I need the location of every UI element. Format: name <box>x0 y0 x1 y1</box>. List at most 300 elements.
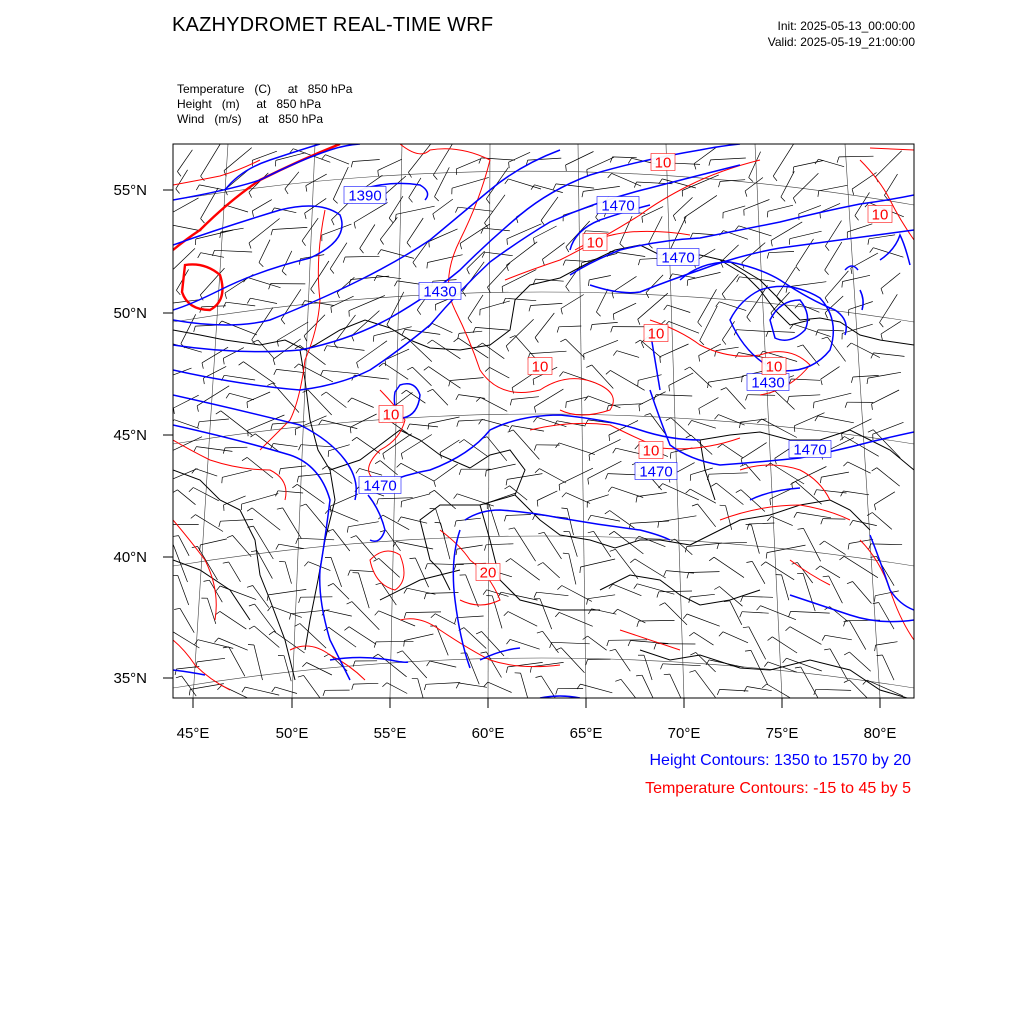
wind-barb-flag <box>427 340 432 344</box>
wind-barb-flag <box>323 690 325 696</box>
wind-barb-flag <box>273 359 275 365</box>
wind-barb-flag <box>555 612 559 617</box>
wind-barb-flag <box>562 493 566 498</box>
wind-barb-flag <box>736 490 741 493</box>
lon-label-65: 65°E <box>569 725 603 742</box>
wind-barb-flag <box>634 584 637 589</box>
wind-barb-flag <box>638 319 640 325</box>
wind-barb-flag <box>689 670 695 672</box>
wind-barb <box>566 152 594 166</box>
wind-barb <box>489 504 499 536</box>
wind-barb-flag <box>166 631 171 635</box>
wind-barb-flag <box>457 421 459 427</box>
wind-barb <box>616 549 639 579</box>
wind-barb-flag <box>867 378 868 384</box>
wind-barb-flag <box>347 527 348 533</box>
variable-wind: Wind (m/s) at 850 hPa <box>177 112 324 126</box>
wind-barb-flag <box>222 477 223 483</box>
wind-barb <box>716 483 743 505</box>
wind-barb-flag <box>610 649 616 651</box>
wind-barb <box>330 243 347 269</box>
wind-barb-flag <box>483 590 487 595</box>
wind-barb-flag <box>533 379 534 385</box>
wind-barb-flag <box>505 486 510 489</box>
wind-barb-flag <box>486 199 490 204</box>
wind-barb-flag <box>299 259 300 265</box>
wind-barb <box>505 298 536 300</box>
wind-barb-flag <box>608 487 612 492</box>
wind-barb <box>797 512 831 517</box>
wind-barb-flag <box>189 488 193 492</box>
wind-barb-flag <box>813 402 814 408</box>
wind-barb-flag <box>360 248 364 253</box>
wind-barb-flag <box>344 627 349 631</box>
wind-barb <box>327 346 365 351</box>
wind-barb-flag <box>397 651 403 653</box>
wind-barb-flag <box>659 603 664 606</box>
wind-barb <box>429 229 458 242</box>
wind-barb <box>790 627 822 645</box>
wind-barb <box>514 528 535 561</box>
wind-barb <box>592 609 617 614</box>
wind-barb <box>637 493 667 497</box>
wind-barb <box>331 557 342 587</box>
height-contour-label-5 <box>747 374 789 392</box>
wind-barb-flag <box>786 287 787 293</box>
wind-barb <box>684 195 717 217</box>
wind-barb-flag <box>198 253 201 258</box>
wind-barb-flag <box>428 424 429 430</box>
wind-barb-flag <box>410 558 416 559</box>
wind-barb <box>177 150 192 172</box>
wind-barb-flag <box>634 182 636 188</box>
wind-barb <box>507 242 538 265</box>
wind-barb <box>378 654 406 677</box>
wind-barb <box>300 624 326 649</box>
wind-barb-flag <box>851 268 852 274</box>
variable-temperature: Temperature (C) at 850 hPa <box>177 82 353 96</box>
wind-barb <box>561 648 584 673</box>
wind-barb <box>816 689 851 690</box>
wind-barb <box>781 171 794 197</box>
wind-barb <box>459 331 482 333</box>
wind-barb-flag <box>204 580 210 581</box>
wind-barb-flag <box>743 627 749 628</box>
wind-barb <box>608 404 642 406</box>
wind-barb <box>722 321 734 340</box>
wind-barb <box>433 142 453 175</box>
wind-barb-flag <box>508 430 514 432</box>
wind-barb-flag <box>664 674 670 675</box>
wind-barb <box>450 378 483 381</box>
wind-barb <box>429 367 461 389</box>
wind-barb-flag <box>837 157 839 163</box>
wind-barb <box>435 167 450 196</box>
wind-barb <box>588 396 620 408</box>
wind-barb <box>311 261 329 289</box>
wind-barb-flag <box>637 621 639 627</box>
wind-barb-flag <box>159 223 162 228</box>
wind-barb-flag <box>332 220 335 225</box>
wind-barb-flag <box>324 346 327 351</box>
wind-barb <box>323 370 359 374</box>
wind-barb <box>790 231 822 239</box>
wind-barb <box>567 509 573 535</box>
temperature-contour-label-8 <box>476 564 500 582</box>
wind-barb <box>749 152 761 178</box>
wind-barb <box>799 304 820 313</box>
wind-barb-flag <box>658 522 659 528</box>
wind-barb-flag <box>463 291 466 296</box>
wind-barb-flag <box>794 512 797 517</box>
wind-barb <box>255 434 280 453</box>
wind-barb-flag <box>775 458 777 464</box>
wind-barb-flag <box>306 186 307 192</box>
wind-barb-flag <box>659 484 663 488</box>
wind-barb <box>458 338 488 358</box>
wind-barb <box>224 375 255 380</box>
wind-barb-flag <box>459 440 464 444</box>
wind-barb-flag <box>687 573 689 579</box>
wind-barb <box>539 469 566 483</box>
wind-barb <box>694 632 714 645</box>
wind-barb-flag <box>319 420 322 425</box>
wind-barb-flag <box>660 357 661 363</box>
wind-barb-flag <box>431 614 435 618</box>
wind-barb <box>299 473 332 476</box>
wind-barb <box>540 599 552 629</box>
svg-text:1430: 1430 <box>423 283 457 301</box>
lon-label-60: 60°E <box>471 725 505 742</box>
wind-barb <box>587 495 609 502</box>
svg-text:10: 10 <box>871 206 889 224</box>
wind-barb-flag <box>394 281 397 286</box>
wind-barb <box>849 621 865 650</box>
wind-barb <box>378 159 402 170</box>
wind-barb-flag <box>534 592 537 598</box>
wind-barb-flag <box>766 331 768 337</box>
wind-barb <box>829 576 843 603</box>
wind-barb <box>640 340 661 357</box>
wind-barb <box>775 391 795 410</box>
wind-barb <box>508 179 541 189</box>
wind-barb <box>823 519 846 520</box>
wind-barb-flag <box>225 293 227 299</box>
wind-barb <box>273 444 297 447</box>
wind-barb <box>413 367 432 386</box>
svg-text:1470: 1470 <box>601 197 635 215</box>
wind-barb <box>298 538 334 540</box>
wind-barb-flag <box>535 469 539 473</box>
wind-barb-flag <box>688 420 692 425</box>
wind-barb <box>566 397 588 402</box>
wind-barb <box>874 353 905 357</box>
wind-barb <box>588 461 622 478</box>
wind-barb-flag <box>401 454 402 460</box>
wind-barb-flag <box>880 323 884 328</box>
wind-barb-flag <box>538 532 544 534</box>
wind-barb <box>220 520 253 522</box>
wind-barb-flag <box>378 170 379 176</box>
variable-height: Height (m) at 850 hPa <box>177 97 322 111</box>
svg-text:1470: 1470 <box>639 463 673 481</box>
wind-barb <box>542 243 564 260</box>
wind-barb-flag <box>375 461 380 464</box>
wind-barb-flag <box>352 336 354 342</box>
wind-barb <box>350 414 376 427</box>
wind-barb-flag <box>642 217 643 223</box>
wind-barb <box>718 415 744 426</box>
svg-text:1390: 1390 <box>348 187 382 205</box>
wind-barb-flag <box>216 586 220 591</box>
wind-barb <box>278 491 303 493</box>
wind-barb <box>762 419 797 438</box>
wind-barb-flag <box>351 162 353 168</box>
height-contour-label-7 <box>789 441 831 459</box>
wind-barb-flag <box>247 508 252 511</box>
wind-barb-flag <box>722 294 725 299</box>
wind-barb-flag <box>843 462 847 466</box>
wind-barb-flag <box>285 189 288 194</box>
wind-barb <box>665 603 687 625</box>
wind-barb-flag <box>868 239 869 245</box>
height-contour-label-2 <box>597 197 639 215</box>
wind-barb <box>326 392 346 408</box>
wind-barb <box>521 673 528 699</box>
wind-barb <box>696 652 716 672</box>
wind-barb <box>737 330 771 332</box>
wind-barb-flag <box>380 240 383 245</box>
wind-barb-flag <box>786 627 790 631</box>
wind-barb-flag <box>506 559 511 562</box>
wind-barb-flag <box>510 399 511 405</box>
wind-barb-flag <box>507 239 508 245</box>
wind-barb <box>487 263 510 287</box>
wind-barb <box>376 641 414 642</box>
wind-barb-flag <box>300 504 306 506</box>
wind-barb-flag <box>299 445 301 451</box>
wind-barb-flag <box>716 302 720 307</box>
wind-barb-flag <box>536 676 542 678</box>
wind-barb <box>512 397 539 400</box>
wind-barb <box>426 683 460 685</box>
wind-barb <box>279 544 304 548</box>
wind-barb-flag <box>816 330 818 336</box>
wind-barb-flag <box>645 414 651 416</box>
wind-barb <box>671 418 691 436</box>
lat-label-55: 55°N <box>113 182 147 199</box>
wind-barb <box>378 498 412 499</box>
wind-barb-flag <box>699 409 700 415</box>
wind-barb <box>825 271 848 298</box>
wind-barb-flag <box>289 614 290 620</box>
wind-barb-flag <box>613 351 617 356</box>
wind-barb-flag <box>455 207 458 212</box>
wind-barb <box>407 218 423 243</box>
wind-barb <box>329 509 358 521</box>
wind-barb <box>374 327 412 336</box>
wind-barb-flag <box>302 241 306 246</box>
wind-barb-flag <box>322 466 327 470</box>
wind-barb <box>488 682 512 692</box>
wind-barb <box>348 522 378 527</box>
wind-barb-flag <box>687 280 688 286</box>
wind-barb <box>483 228 510 231</box>
wind-barb <box>552 642 590 644</box>
wind-barb-flag <box>376 583 382 585</box>
wind-barb-flag <box>628 641 630 647</box>
latitude-axis <box>163 190 173 678</box>
wind-barb-flag <box>277 508 283 509</box>
svg-text:1470: 1470 <box>363 477 397 495</box>
wind-barb-flag <box>587 599 588 605</box>
wind-barb-flag <box>378 250 381 255</box>
wind-barb-flag <box>455 618 457 624</box>
wind-barb-flag <box>404 613 406 619</box>
wind-barb-flag <box>404 588 407 593</box>
wind-barb-flag <box>505 179 509 184</box>
wind-barb-flag <box>764 662 768 667</box>
wind-barb <box>825 242 842 270</box>
svg-text:10: 10 <box>382 406 400 424</box>
wind-barb <box>254 645 263 680</box>
wind-barb-flag <box>176 290 180 295</box>
wind-barb-flag <box>163 304 164 310</box>
wind-barb <box>170 248 195 272</box>
wind-barb-flag <box>454 338 459 342</box>
wind-barb-flag <box>276 544 279 549</box>
wind-barb <box>847 224 872 232</box>
wind-barb <box>868 372 901 378</box>
lon-label-75: 75°E <box>765 725 799 742</box>
wind-barb <box>434 490 455 509</box>
wind-barb <box>796 239 814 266</box>
wind-barb-flag <box>269 631 274 635</box>
wind-barb <box>349 627 376 645</box>
wind-barb-flag <box>852 189 854 195</box>
wind-barb <box>247 277 281 287</box>
wind-barb-flag <box>348 398 352 402</box>
wind-barb-flag <box>787 396 789 402</box>
wind-barb-flag <box>398 517 401 522</box>
wind-barb <box>406 612 441 613</box>
wind-barb <box>297 484 324 503</box>
wind-barb-flag <box>613 314 614 320</box>
wind-barb-flag <box>456 395 459 400</box>
wind-barb <box>273 227 308 229</box>
svg-text:10: 10 <box>531 358 549 376</box>
wind-barb-flag <box>223 448 225 454</box>
wind-barb-flag <box>503 298 505 304</box>
wind-barb <box>196 447 232 452</box>
wind-barb-flag <box>407 367 412 370</box>
wind-barb-flag <box>174 608 180 609</box>
wind-barb <box>673 197 692 215</box>
wind-barb <box>689 572 720 573</box>
wind-barb <box>723 206 745 213</box>
wind-barb-flag <box>249 604 255 606</box>
wind-barb <box>243 362 275 384</box>
wind-barb-flag <box>690 652 695 655</box>
wind-barb <box>508 612 537 627</box>
wind-barb <box>743 596 773 597</box>
wind-barb-flag <box>749 178 753 182</box>
wind-barb <box>787 282 826 287</box>
wind-barb <box>849 652 870 671</box>
wind-barb-flag <box>201 219 205 224</box>
wind-barb <box>257 551 273 579</box>
wind-barb <box>430 661 456 667</box>
wind-barb <box>487 493 516 503</box>
wind-barb-flag <box>530 667 531 673</box>
wind-barb-flag <box>586 365 592 367</box>
wind-barb <box>613 157 637 158</box>
wind-barb <box>881 273 900 289</box>
wind-barb-flag <box>630 559 635 563</box>
wind-barb-flag <box>242 687 245 692</box>
wind-barb <box>511 559 540 581</box>
wind-barb <box>819 185 848 191</box>
wind-barb-flag <box>636 675 642 676</box>
wind-barb-flag <box>409 198 413 203</box>
wind-barb-flag <box>648 244 652 248</box>
wind-barb <box>464 440 487 457</box>
wind-barb-flag <box>855 216 859 221</box>
valid-time: Valid: 2025-05-19_21:00:00 <box>767 35 915 49</box>
lon-label-45: 45°E <box>176 725 210 742</box>
wind-barb-flag <box>596 312 600 316</box>
wind-barb <box>275 687 297 693</box>
temperature-contour-label-4 <box>528 358 552 376</box>
wind-barb-flag <box>773 176 777 181</box>
wind-barb <box>771 516 792 525</box>
lon-label-50: 50°E <box>275 725 309 742</box>
wind-barb-flag <box>247 402 248 408</box>
wind-barb-flag <box>223 358 224 364</box>
wind-barb <box>513 430 539 460</box>
wind-barb-flag <box>304 336 307 341</box>
wind-barb-flag <box>822 337 828 339</box>
wind-barb <box>334 315 355 343</box>
wind-barb <box>247 457 273 478</box>
wind-barb <box>199 419 229 422</box>
wind-barb-flag <box>736 353 739 358</box>
wind-barb-flag <box>374 642 376 648</box>
wind-barb-flag <box>563 260 565 266</box>
wind-barb <box>171 437 202 452</box>
wind-barb-flag <box>825 246 829 251</box>
height-contour-label-3 <box>657 249 699 267</box>
wind-barb-flag <box>745 650 751 651</box>
wind-barb <box>306 174 327 186</box>
wind-barb <box>612 487 643 498</box>
wind-barb <box>839 156 874 157</box>
wind-barb <box>207 598 215 624</box>
wind-barb <box>848 462 871 473</box>
wind-barb <box>506 319 533 346</box>
wind-barb-flag <box>821 379 823 385</box>
wind-barb-flag <box>700 341 704 345</box>
wind-barb-flag <box>537 501 538 507</box>
wind-barb <box>587 157 614 169</box>
wind-barb <box>196 469 218 476</box>
wind-barb <box>383 515 409 530</box>
wind-barb-flag <box>867 513 872 516</box>
wind-barb-flag <box>870 248 874 253</box>
wind-barb <box>223 348 244 359</box>
wind-barb <box>769 251 794 252</box>
wind-barb <box>435 614 456 625</box>
